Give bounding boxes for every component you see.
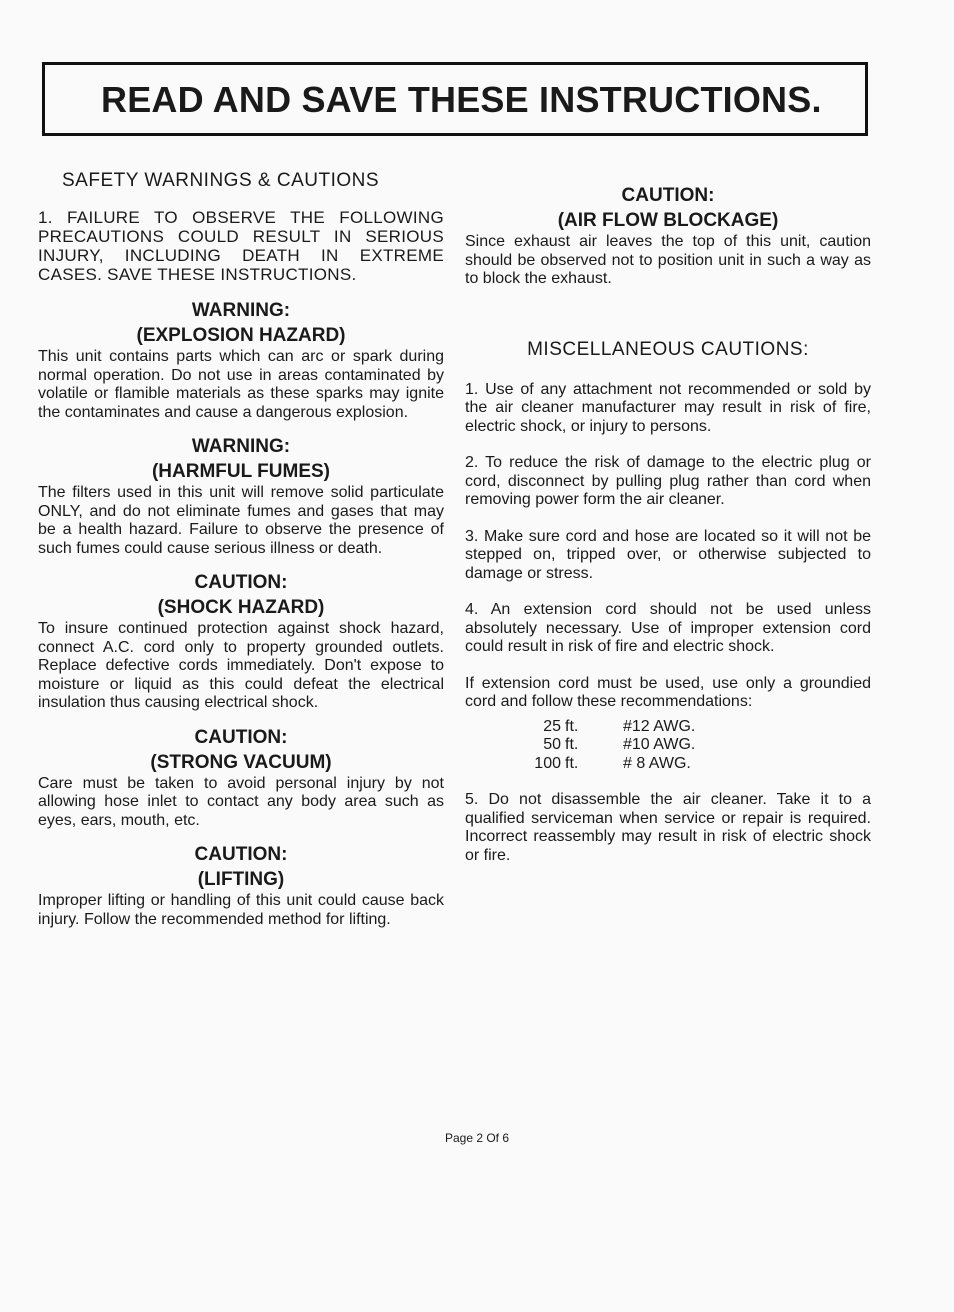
section-label: WARNING: [191,300,291,321]
section-subtitle: (AIR FLOW BLOCKAGE) [557,210,779,231]
section-explosion [38,298,444,422]
section-text: To insure continued protection against shock hazard, connect A.C. cord only to property grounded outlets. Replace defective cords immediately. Don't expose to moisture or liquid as this could defeat the electrical insulation thus causing electrical shock. [38,620,444,711]
section-text: This unit contains parts which can arc or spark during normal operation. Do not use in areas contaminated by volatile or flamible materials as these sparks may ignite the contaminates and cause a dangerous explosion. [38,348,444,421]
cord-unit: ft. [565,754,579,772]
section-subtitle: (LIFTING) [197,869,285,890]
left-column [38,170,444,941]
section-fumes [38,434,444,558]
title-box [42,62,868,136]
page-title: READ AND SAVE THESE INSTRUCTIONS. [101,79,822,120]
cord-unit: ft. [565,717,579,735]
section-text: Improper lifting or handling of this unit could cause back injury. Follow the recommended method for lifting. [38,892,444,928]
section-text: Since exhaust air leaves the top of this unit, caution should be observed not to position unit in such a way as to block the exhaust. [465,233,871,287]
right-column [465,183,871,883]
cord-gauge: #12 AWG. [623,717,696,735]
safety-item-1: 1. FAILURE TO OBSERVE THE FOLLOWING PRECAUTIONS COULD RESULT IN SERIOUS INJURY, INCLUDING DEATH IN EXTREME CASES. SAVE THESE INSTRUCTIONS. [38,208,444,284]
safety-heading: SAFETY WARNINGS & CAUTIONS [62,170,380,191]
cord-length: 50 [543,736,561,753]
page-number: Page 2 Of 6 [444,1131,510,1145]
misc-item-4: 4. An extension cord should not be used unless absolutely necessary. Use of improper extension cord could result in risk of fire and electric shock. [465,601,871,655]
section-vacuum [38,725,444,831]
cord-gauge: # 8 AWG. [623,754,691,772]
table-row [521,736,695,755]
section-label: CAUTION: [194,726,288,748]
section-label: CAUTION: [621,185,715,206]
section-lifting [38,842,444,929]
cord-gauge: #10 AWG. [623,736,696,753]
misc-item-3: 3. Make sure cord and hose are located so it will not be stepped on, tripped over, or otherwise subjected to damage or stress. [465,527,871,582]
section-text: Care must be taken to avoid personal injury by not allowing hose inlet to contact any body area such as eyes, ears, mouth, etc. [38,774,444,829]
section-label: WARNING: [191,436,291,457]
section-subtitle: (SHOCK HAZARD) [157,597,325,618]
cord-unit: ft. [565,736,579,753]
misc-item-1: 1. Use of any attachment not recommended or sold by the air cleaner manufacturer may result in risk of fire, electric shock, or injury to persons. [465,380,871,435]
extension-intro: If extension cord must be used, use only a groundied cord and follow these recommendations: [465,674,871,710]
cord-length: 25 [543,717,561,735]
section-text: The filters used in this unit will remove solid particulate ONLY, and do not eliminate fumes and gases that may be a health hazard. Failure to observe the presence of such fumes could cause serious illness or death. [38,484,444,557]
section-label: CAUTION: [194,572,288,593]
section-airflow [465,183,871,289]
section-shock [38,570,444,713]
cord-length: 100 [534,754,561,772]
table-row [521,718,695,737]
table-row [521,755,695,774]
section-subtitle: (EXPLOSION HAZARD) [136,325,346,346]
section-label: CAUTION: [194,844,288,865]
misc-item-5: 5. Do not disassemble the air cleaner. Take it to a qualified serviceman when service or repair is required. Incorrect reassembly may result in risk of electric shock or fire. [465,791,871,864]
misc-item-2: 2. To reduce the risk of damage to the electric plug or cord, disconnect by pulling plug rather than cord when removing power form the air cleaner. [465,454,871,508]
extension-cord-table [521,718,695,774]
section-subtitle: (STRONG VACUUM) [150,751,332,773]
misc-heading: MISCELLANEOUS CAUTIONS: [527,338,809,360]
section-subtitle: (HARMFUL FUMES) [151,461,330,482]
